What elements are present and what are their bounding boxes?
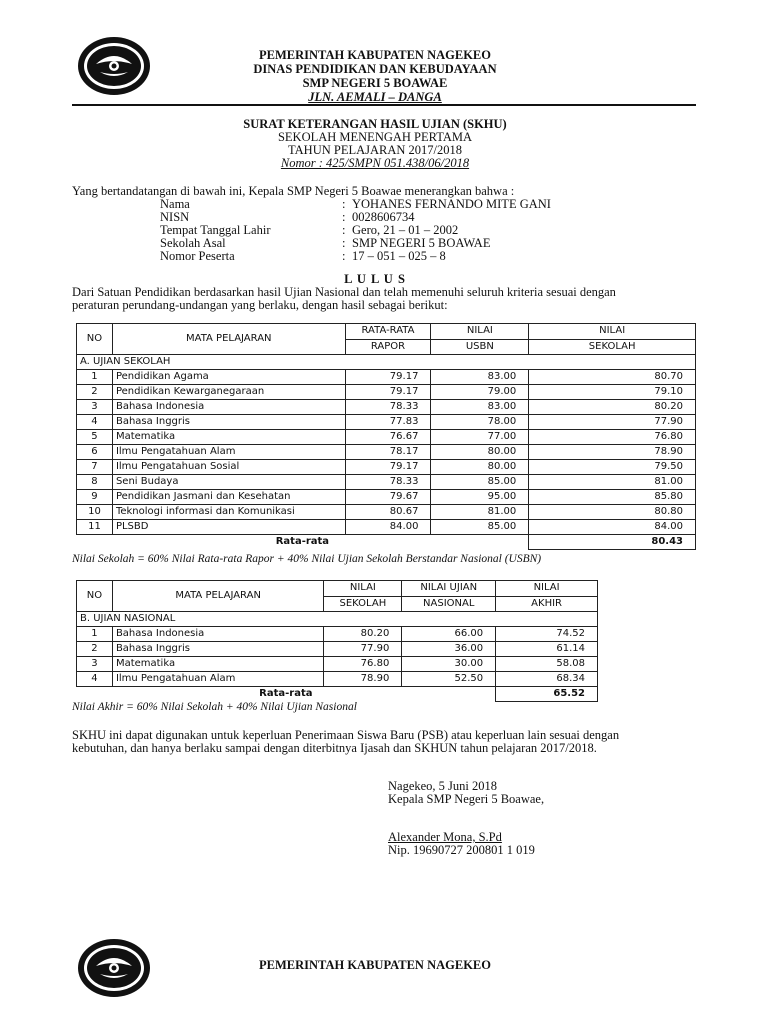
table-body — [77, 627, 598, 687]
score-2: 83.00 — [431, 400, 529, 415]
row-number: 1 — [77, 627, 113, 642]
col-report-avg-header-1: RATA-RATA — [345, 324, 431, 340]
subject-name: Seni Budaya — [112, 475, 345, 490]
row-number: 4 — [77, 672, 113, 687]
score-3: 80.80 — [529, 505, 696, 520]
section-label: B. UJIAN NASIONAL — [77, 612, 598, 627]
subject-name: PLSBD — [112, 520, 345, 535]
letterhead-line-3: SMP NEGERI 5 BOAWAE — [302, 76, 448, 90]
col-school-score-header-2: SEKOLAH — [324, 596, 402, 612]
student-name-label: Nama — [160, 197, 190, 211]
col-usbn-header-2: USBN — [431, 339, 529, 355]
subject-name: Bahasa Inggris — [112, 415, 345, 430]
average-label: Rata-rata — [77, 687, 496, 702]
school-exam-table — [76, 323, 696, 550]
col-no-header: NO — [77, 581, 113, 612]
birth-value: Gero, 21 – 01 – 2002 — [352, 223, 459, 237]
document-title: SURAT KETERANGAN HASIL UJIAN (SKHU) — [243, 117, 507, 131]
table-body — [77, 370, 696, 535]
document-subtitle-2: TAHUN PELAJARAN 2017/2018 — [288, 143, 462, 157]
col-no-header: NO — [77, 324, 113, 355]
section-label: A. UJIAN SEKOLAH — [77, 355, 696, 370]
score-1: 80.20 — [324, 627, 402, 642]
row-number: 2 — [77, 385, 113, 400]
score-3: 74.52 — [496, 627, 598, 642]
paragraph-1-line-1: Dari Satuan Pendidikan berdasarkan hasil Ujian Nasional dan telah memenuhi seluruh kriteria sesuai dengan — [72, 285, 616, 299]
table-row — [77, 505, 696, 520]
col-subject-header: MATA PELAJARAN — [112, 324, 345, 355]
section-row — [77, 355, 696, 370]
subject-name: Matematika — [112, 657, 323, 672]
subject-name: Pendidikan Jasmani dan Kesehatan — [112, 490, 345, 505]
colon: : — [342, 210, 346, 224]
col-subject-header: MATA PELAJARAN — [112, 581, 323, 612]
row-number: 8 — [77, 475, 113, 490]
score-3: 79.50 — [529, 460, 696, 475]
row-number: 10 — [77, 505, 113, 520]
paragraph-2-line-2: kebutuhan, dan hanya berlaku sampai dengan diterbitnya Ijasah dan SKHUN tahun pelajaran 2017/2018. — [72, 741, 597, 755]
row-number: 6 — [77, 445, 113, 460]
letterhead-line-2: DINAS PENDIDIKAN DAN KEBUDAYAAN — [253, 62, 497, 76]
colon: : — [342, 223, 346, 237]
subject-name: Teknologi informasi dan Komunikasi — [112, 505, 345, 520]
paragraph-1-line-2: peraturan perundang-undangan yang berlaku, dengan hasil sebagai berikut: — [72, 298, 448, 312]
score-2: 85.00 — [431, 520, 529, 535]
average-label: Rata-rata — [77, 535, 529, 550]
table-row — [77, 460, 696, 475]
score-2: 85.00 — [431, 475, 529, 490]
score-3: 80.70 — [529, 370, 696, 385]
score-3: 76.80 — [529, 430, 696, 445]
col-report-avg-header-2: RAPOR — [345, 339, 431, 355]
score-2: 81.00 — [431, 505, 529, 520]
table-row — [77, 385, 696, 400]
letterhead-divider — [72, 104, 696, 106]
score-2: 30.00 — [402, 657, 496, 672]
status-lulus: L U L U S — [344, 272, 406, 286]
score-1: 78.33 — [345, 400, 431, 415]
score-3: 85.80 — [529, 490, 696, 505]
subject-name: Pendidikan Agama — [112, 370, 345, 385]
document-subtitle-1: SEKOLAH MENENGAH PERTAMA — [277, 130, 473, 144]
school-label: Sekolah Asal — [160, 236, 226, 250]
row-number: 1 — [77, 370, 113, 385]
col-national-exam-header-2: NASIONAL — [402, 596, 496, 612]
final-score-formula-note: Nilai Akhir = 60% Nilai Sekolah + 40% Nilai Ujian Nasional — [72, 701, 357, 713]
letterhead-line-1: PEMERINTAH KABUPATEN NAGEKEO — [259, 48, 491, 62]
col-school-score-header-2: SEKOLAH — [529, 339, 696, 355]
score-3: 79.10 — [529, 385, 696, 400]
regency-emblem-logo-footer — [76, 936, 152, 1000]
score-2: 52.50 — [402, 672, 496, 687]
score-3: 84.00 — [529, 520, 696, 535]
row-number: 11 — [77, 520, 113, 535]
row-number: 2 — [77, 642, 113, 657]
table-row — [77, 430, 696, 445]
score-3: 81.00 — [529, 475, 696, 490]
row-number: 9 — [77, 490, 113, 505]
score-2: 95.00 — [431, 490, 529, 505]
score-2: 80.00 — [431, 460, 529, 475]
table-header-row — [77, 581, 598, 597]
letterhead — [180, 48, 570, 104]
regency-emblem-logo — [76, 34, 152, 98]
score-1: 77.90 — [324, 642, 402, 657]
subject-name: Matematika — [112, 430, 345, 445]
score-2: 66.00 — [402, 627, 496, 642]
col-usbn-header-1: NILAI — [431, 324, 529, 340]
subject-name: Ilmu Pengatahuan Sosial — [112, 460, 345, 475]
subject-name: Ilmu Pengatahuan Alam — [112, 445, 345, 460]
score-1: 78.33 — [345, 475, 431, 490]
subject-name: Bahasa Inggris — [112, 642, 323, 657]
nisn-label: NISN — [160, 210, 190, 224]
score-3: 68.34 — [496, 672, 598, 687]
table-row — [77, 370, 696, 385]
score-2: 83.00 — [431, 370, 529, 385]
score-2: 78.00 — [431, 415, 529, 430]
table-row — [77, 400, 696, 415]
col-school-score-header-1: NILAI — [324, 581, 402, 597]
table-row — [77, 642, 598, 657]
col-school-score-header-1: NILAI — [529, 324, 696, 340]
document-number: Nomor : 425/SMPN 051.438/06/2018 — [280, 156, 470, 170]
score-1: 84.00 — [345, 520, 431, 535]
score-1: 78.90 — [324, 672, 402, 687]
table-row — [77, 490, 696, 505]
participant-number-label: Nomor Peserta — [160, 249, 235, 263]
table-row — [77, 657, 598, 672]
score-2: 36.00 — [402, 642, 496, 657]
score-3: 78.90 — [529, 445, 696, 460]
signature-place-date: Nagekeo, 5 Juni 2018 — [388, 779, 498, 793]
score-3: 80.20 — [529, 400, 696, 415]
birth-label: Tempat Tanggal Lahir — [160, 223, 271, 237]
row-number: 7 — [77, 460, 113, 475]
table-row — [77, 415, 696, 430]
score-1: 78.17 — [345, 445, 431, 460]
average-row — [77, 535, 696, 550]
signature-nip: Nip. 19690727 200801 1 019 — [388, 843, 535, 857]
average-row — [77, 687, 598, 702]
table-row — [77, 475, 696, 490]
student-name-value: YOHANES FERNANDO MITE GANI — [352, 197, 551, 211]
score-2: 77.00 — [431, 430, 529, 445]
score-1: 77.83 — [345, 415, 431, 430]
letterhead-address: JLN. AEMALI – DANGA — [308, 90, 442, 104]
table-row — [77, 672, 598, 687]
score-1: 79.17 — [345, 370, 431, 385]
subject-name: Bahasa Indonesia — [112, 627, 323, 642]
school-score-formula-note: Nilai Sekolah = 60% Nilai Rata-rata Rapor + 40% Nilai Ujian Sekolah Berstandar Nasional (USBN) — [72, 553, 542, 565]
score-1: 79.17 — [345, 385, 431, 400]
score-1: 79.17 — [345, 460, 431, 475]
nisn-value: 0028606734 — [352, 210, 415, 224]
table-row — [77, 627, 598, 642]
row-number: 4 — [77, 415, 113, 430]
score-3: 58.08 — [496, 657, 598, 672]
paragraph-2-line-1: SKHU ini dapat digunakan untuk keperluan Penerimaan Siswa Baru (PSB) atau keperluan lain sesuai dengan — [72, 728, 620, 742]
col-final-score-header-2: AKHIR — [496, 596, 598, 612]
footer-letterhead-line: PEMERINTAH KABUPATEN NAGEKEO — [259, 958, 491, 972]
national-exam-table — [76, 580, 598, 702]
row-number: 5 — [77, 430, 113, 445]
row-number: 3 — [77, 657, 113, 672]
table-header-row — [77, 324, 696, 340]
table-row — [77, 520, 696, 535]
score-1: 80.67 — [345, 505, 431, 520]
school-value: SMP NEGERI 5 BOAWAE — [352, 236, 491, 250]
score-1: 76.80 — [324, 657, 402, 672]
score-1: 76.67 — [345, 430, 431, 445]
document-title-block — [180, 118, 570, 170]
colon: : — [342, 249, 346, 263]
table-row — [77, 445, 696, 460]
score-1: 79.67 — [345, 490, 431, 505]
col-final-score-header-1: NILAI — [496, 581, 598, 597]
row-number: 3 — [77, 400, 113, 415]
subject-name: Bahasa Indonesia — [112, 400, 345, 415]
score-3: 77.90 — [529, 415, 696, 430]
participant-number-value: 17 – 051 – 025 – 8 — [352, 249, 446, 263]
subject-name: Ilmu Pengatahuan Alam — [112, 672, 323, 687]
colon: : — [342, 236, 346, 250]
subject-name: Pendidikan Kewarganegaraan — [112, 385, 345, 400]
score-2: 80.00 — [431, 445, 529, 460]
average-value: 65.52 — [496, 687, 598, 702]
col-national-exam-header-1: NILAI UJIAN — [402, 581, 496, 597]
intro-text: Yang bertandatangan di bawah ini, Kepala SMP Negeri 5 Boawae menerangkan bahwa : — [72, 184, 515, 198]
signature-name: Alexander Mona, S.Pd — [388, 830, 502, 844]
average-value: 80.43 — [529, 535, 696, 550]
signature-position: Kepala SMP Negeri 5 Boawae, — [388, 792, 545, 806]
colon: : — [342, 197, 346, 211]
score-3: 61.14 — [496, 642, 598, 657]
score-2: 79.00 — [431, 385, 529, 400]
section-row — [77, 612, 598, 627]
